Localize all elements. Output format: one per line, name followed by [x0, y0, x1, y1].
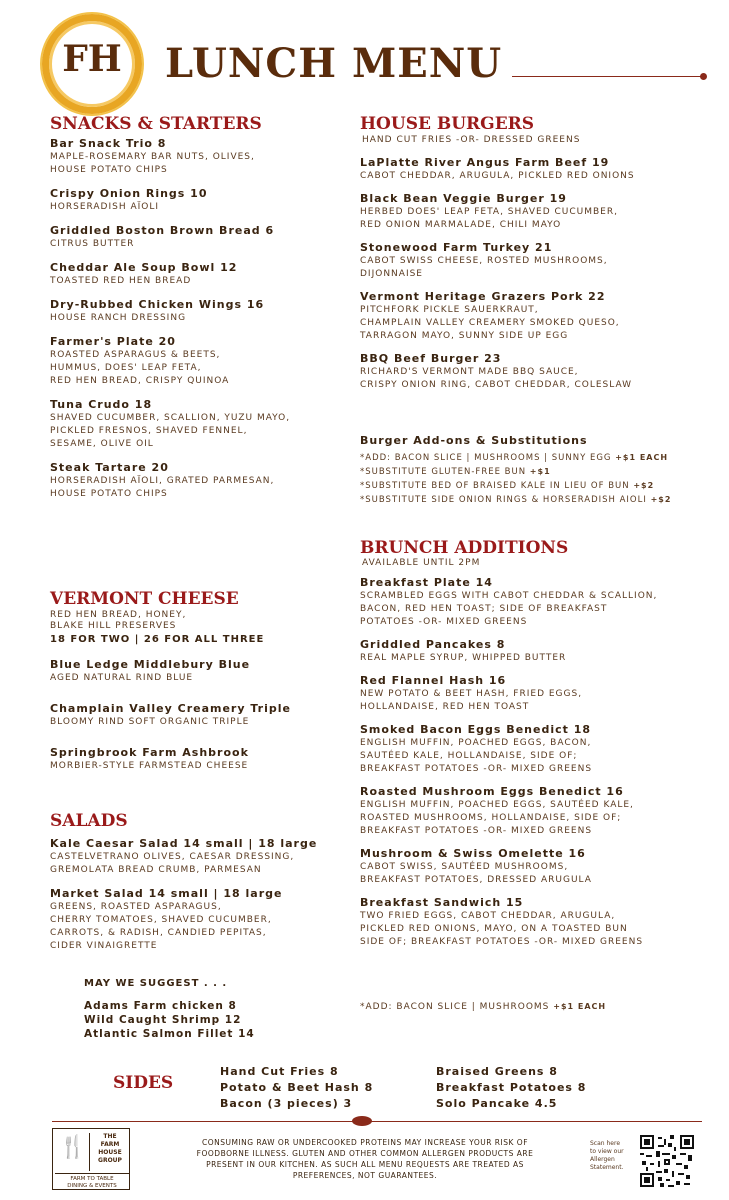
menu-item-desc: SIDE OF; BREAKFAST POTATOES -OR- MIXED GREENS — [360, 937, 644, 947]
brand-tag-line: FARM TO TABLE — [70, 1176, 114, 1182]
menu-item-desc: CITRUS BUTTER — [50, 239, 135, 249]
menu-item — [360, 896, 657, 949]
cheese-intro-2: BLAKE HILL PRESERVES — [50, 621, 177, 631]
footer-divider — [52, 1121, 702, 1122]
brand-line: GROUP — [98, 1157, 122, 1164]
addons-list — [360, 451, 671, 507]
brand-line: HOUSE — [98, 1149, 122, 1156]
menu-item-name: Stonewood Farm Turkey 21 — [360, 241, 553, 254]
addon-row — [360, 451, 671, 465]
divider-ornament — [352, 1116, 372, 1126]
menu-item-desc: RED HEN BREAD, CRISPY QUINOA — [50, 376, 230, 386]
suggest-title: MAY WE SUGGEST . . . — [84, 978, 228, 989]
menu-item-desc: AGED NATURAL RIND BLUE — [50, 673, 194, 683]
brunch-subtitle: AVAILABLE UNTIL 2PM — [362, 558, 481, 568]
title-rule-dot — [700, 73, 707, 80]
menu-item — [50, 702, 291, 729]
side-item: Potato & Beet Hash 8 — [220, 1081, 374, 1094]
menu-item-desc: SAUTÉED KALE, HOLLANDAISE, SIDE OF; — [360, 751, 578, 761]
cheese-intro-1: RED HEN BREAD, HONEY, — [50, 610, 187, 620]
section-title-brunch: BRUNCH ADDITIONS — [360, 538, 569, 558]
menu-item — [50, 398, 290, 451]
scan-text — [590, 1140, 624, 1172]
menu-item — [360, 352, 635, 392]
menu-item-name: Cheddar Ale Soup Bowl 12 — [50, 261, 238, 274]
suggest-item: Wild Caught Shrimp 12 — [84, 1014, 242, 1026]
menu-item-desc: HERBED DOES' LEAP FETA, SHAVED CUCUMBER, — [360, 207, 618, 217]
menu-item-desc: BREAKFAST POTATOES -OR- MIXED GREENS — [360, 826, 593, 836]
menu-item-desc: HORSERADISH AÏOLI — [50, 202, 160, 212]
menu-item-desc: BLOOMY RIND SOFT ORGANIC TRIPLE — [50, 717, 250, 727]
addon-price: +$1 EACH — [615, 453, 669, 462]
menu-item-desc: TOASTED RED HEN BREAD — [50, 276, 192, 286]
menu-item-desc: PICKLED FRESNOS, SHAVED FENNEL, — [50, 426, 248, 436]
menu-item — [50, 187, 290, 214]
menu-item-name: Kale Caesar Salad 14 small | 18 large — [50, 837, 318, 850]
addon-price: +$2 — [650, 495, 672, 504]
brand-logo — [52, 1128, 130, 1190]
sides-col-2 — [436, 1064, 586, 1112]
menu-item-desc: CIDER VINAIGRETTE — [50, 941, 158, 951]
addon-text: *SUBSTITUTE GLUTEN-FREE BUN — [360, 467, 530, 477]
side-item: Braised Greens 8 — [436, 1065, 558, 1078]
salads-list — [50, 837, 317, 963]
menu-item-desc: TARRAGON MAYO, SUNNY SIDE UP EGG — [360, 331, 569, 341]
brunch-addon-text: *ADD: BACON SLICE | MUSHROOMS — [360, 1002, 550, 1012]
side-item: Breakfast Potatoes 8 — [436, 1081, 587, 1094]
section-title-cheese: VERMONT CHEESE — [50, 589, 239, 609]
menu-item-desc: CABOT CHEDDAR, ARUGULA, PICKLED RED ONIONS — [360, 171, 635, 181]
brunch-addon — [360, 1000, 606, 1014]
menu-item-desc: ENGLISH MUFFIN, POACHED EGGS, SAUTÉED KALE, — [360, 800, 634, 810]
menu-item-desc: CASTELVETRANO OLIVES, CAESAR DRESSING, — [50, 852, 295, 862]
brand-name — [93, 1133, 127, 1165]
menu-item-desc: REAL MAPLE SYRUP, WHIPPED BUTTER — [360, 653, 567, 663]
brand-line: THE — [103, 1133, 117, 1140]
notice-line: CONSUMING RAW OR UNDERCOOKED PROTEINS MAY INCREASE YOUR RISK OF — [201, 1138, 529, 1147]
addon-text: *ADD: BACON SLICE | MUSHROOMS | SUNNY EGG — [360, 453, 616, 463]
cutlery-icon: 🍴 — [59, 1135, 87, 1160]
menu-item-desc: NEW POTATO & BEET HASH, FRIED EGGS, — [360, 689, 583, 699]
menu-item-name: Champlain Valley Creamery Triple — [50, 702, 291, 715]
menu-item-desc: ENGLISH MUFFIN, POACHED EGGS, BACON, — [360, 738, 592, 748]
menu-item-name: Griddled Boston Brown Bread 6 — [50, 224, 275, 237]
menu-item-desc: BREAKFAST POTATOES -OR- MIXED GREENS — [360, 764, 593, 774]
menu-item-desc: MORBIER-STYLE FARMSTEAD CHEESE — [50, 761, 249, 771]
section-title-sides: SIDES — [113, 1073, 174, 1093]
menu-item-name: BBQ Beef Burger 23 — [360, 352, 502, 365]
sides-col-1 — [220, 1064, 373, 1112]
menu-item-desc: MAPLE-ROSEMARY BAR NUTS, OLIVES, — [50, 152, 255, 162]
menu-item-name: Vermont Heritage Grazers Pork 22 — [360, 290, 606, 303]
section-title-burgers: HOUSE BURGERS — [360, 114, 535, 134]
side-item: Solo Pancake 4.5 — [436, 1097, 558, 1110]
menu-item — [360, 156, 635, 183]
addons-title: Burger Add-ons & Substitutions — [360, 434, 588, 447]
menu-item — [360, 638, 657, 665]
menu-item-name: Steak Tartare 20 — [50, 461, 169, 474]
allergen-notice — [160, 1137, 570, 1181]
menu-item-name: Crispy Onion Rings 10 — [50, 187, 208, 200]
menu-item-desc: BACON, RED HEN TOAST; SIDE OF BREAKFAST — [360, 604, 608, 614]
menu-item-desc: SHAVED CUCUMBER, SCALLION, YUZU MAYO, — [50, 413, 291, 423]
menu-item-desc: SCRAMBLED EGGS WITH CABOT CHEDDAR & SCALLION, — [360, 591, 658, 601]
notice-line: PREFERENCES, NOT GUARANTEES. — [292, 1171, 438, 1180]
menu-item — [360, 723, 657, 776]
notice-line: FOODBORNE ILLNESS. GLUTEN AND OTHER COMMON ALLERGEN PRODUCTS ARE — [196, 1149, 534, 1158]
scan-line: Allergen — [590, 1156, 615, 1163]
menu-item-desc: CABOT SWISS CHEESE, ROSTED MUSHROOMS, — [360, 256, 608, 266]
menu-item-name: Farmer's Plate 20 — [50, 335, 176, 348]
menu-item-desc: GREENS, ROASTED ASPARAGUS, — [50, 902, 222, 912]
menu-item — [360, 847, 657, 887]
menu-item — [360, 674, 657, 714]
menu-item-desc: HOUSE POTATO CHIPS — [50, 165, 168, 175]
menu-item-desc: RICHARD'S VERMONT MADE BBQ SAUCE, — [360, 367, 579, 377]
scan-line: Scan here — [590, 1140, 621, 1147]
menu-item-name: Black Bean Veggie Burger 19 — [360, 192, 567, 205]
title-rule — [512, 76, 702, 77]
menu-item-name: Red Flannel Hash 16 — [360, 674, 507, 687]
snacks-list — [50, 137, 290, 511]
menu-item-desc: SESAME, OLIVE OIL — [50, 439, 154, 449]
menu-item-name: Roasted Mushroom Eggs Benedict 16 — [360, 785, 624, 798]
section-title-salads: SALADS — [50, 811, 128, 831]
scan-line: to view our — [590, 1148, 624, 1155]
suggest-item: Atlantic Salmon Fillet 14 — [84, 1028, 255, 1040]
menu-item-desc: TWO FRIED EGGS, CABOT CHEDDAR, ARUGULA, — [360, 911, 616, 921]
addon-text: *SUBSTITUTE SIDE ONION RINGS & HORSERADISH AIOLI — [360, 495, 651, 505]
menu-item — [360, 241, 635, 281]
menu-item — [50, 461, 290, 501]
menu-item — [360, 192, 635, 232]
menu-item-name: Tuna Crudo 18 — [50, 398, 153, 411]
menu-item — [50, 261, 290, 288]
menu-item — [360, 785, 657, 838]
menu-item-desc: ROASTED ASPARAGUS & BEETS, — [50, 350, 221, 360]
menu-item-desc: CABOT SWISS, SAUTÉED MUSHROOMS, — [360, 862, 569, 872]
addon-row — [360, 493, 671, 507]
menu-item-name: LaPlatte River Angus Farm Beef 19 — [360, 156, 610, 169]
brunch-addon-price: +$1 EACH — [553, 1002, 607, 1011]
menu-item-desc: RED ONION MARMALADE, CHILI MAYO — [360, 220, 562, 230]
menu-item-desc: CHAMPLAIN VALLEY CREAMERY SMOKED QUESO, — [360, 318, 620, 328]
menu-item-name: Griddled Pancakes 8 — [360, 638, 506, 651]
menu-item-name: Bar Snack Trio 8 — [50, 137, 167, 150]
brunch-list — [360, 576, 657, 958]
menu-item-desc: POTATOES -OR- MIXED GREENS — [360, 617, 528, 627]
qr-code[interactable] — [640, 1135, 694, 1187]
menu-item-desc: CRISPY ONION RING, CABOT CHEDDAR, COLESLAW — [360, 380, 633, 390]
menu-item-name: Market Salad 14 small | 18 large — [50, 887, 283, 900]
burgers-subtitle: HAND CUT FRIES -OR- DRESSED GREENS — [362, 135, 581, 145]
menu-item-desc: PITCHFORK PICKLE SAUERKRAUT, — [360, 305, 539, 315]
menu-item-desc: HOLLANDAISE, RED HEN TOAST — [360, 702, 530, 712]
addon-row — [360, 479, 671, 493]
logo: FH — [62, 38, 122, 80]
suggest-item: Adams Farm chicken 8 — [84, 1000, 237, 1012]
brand-line: FARM — [100, 1141, 120, 1148]
menu-item-name: Springbrook Farm Ashbrook — [50, 746, 249, 759]
menu-item-desc: HUMMUS, DOES' LEAP FETA, — [50, 363, 202, 373]
menu-item-name: Blue Ledge Middlebury Blue — [50, 658, 251, 671]
menu-item — [50, 837, 317, 877]
notice-line: PRESENT IN OUR KITCHEN. AS SUCH ALL MENU REQUESTS ARE TREATED AS — [206, 1160, 524, 1169]
cheese-price: 18 FOR TWO | 26 FOR ALL THREE — [50, 634, 265, 645]
menu-item — [360, 576, 657, 629]
menu-item — [50, 224, 290, 251]
scan-line: Statement. — [590, 1164, 624, 1171]
menu-item-name: Breakfast Plate 14 — [360, 576, 493, 589]
brand-tagline — [55, 1173, 129, 1190]
page-title: LUNCH MENU — [165, 40, 503, 87]
menu-item-desc: HOUSE POTATO CHIPS — [50, 489, 168, 499]
menu-item — [50, 746, 291, 773]
brand-tag-line: DINING & EVENTS — [67, 1183, 117, 1189]
menu-item-desc: BREAKFAST POTATOES, DRESSED ARUGULA — [360, 875, 592, 885]
menu-item — [50, 887, 317, 953]
menu-item-name: Dry-Rubbed Chicken Wings 16 — [50, 298, 265, 311]
menu-item-desc: PICKLED RED ONIONS, MAYO, ON A TOASTED BUN — [360, 924, 628, 934]
menu-item-desc: ROASTED MUSHROOMS, HOLLANDAISE, SIDE OF; — [360, 813, 622, 823]
addon-price: +$1 — [529, 467, 551, 476]
cheese-list — [50, 658, 291, 790]
menu-item-desc: CHERRY TOMATOES, SHAVED CUCUMBER, — [50, 915, 272, 925]
menu-item-desc: HORSERADISH AÏOLI, GRATED PARMESAN, — [50, 476, 275, 486]
menu-item — [50, 658, 291, 685]
menu-item-desc: CARROTS, & RADISH, CANDIED PEPITAS, — [50, 928, 267, 938]
menu-item — [360, 290, 635, 343]
menu-item-desc: DIJONNAISE — [360, 269, 423, 279]
menu-item-name: Smoked Bacon Eggs Benedict 18 — [360, 723, 592, 736]
side-item: Bacon (3 pieces) 3 — [220, 1097, 353, 1110]
menu-item-desc: HOUSE RANCH DRESSING — [50, 313, 187, 323]
addon-price: +$2 — [633, 481, 655, 490]
menu-item-name: Mushroom & Swiss Omelette 16 — [360, 847, 586, 860]
addon-text: *SUBSTITUTE BED OF BRAISED KALE IN LIEU OF BUN — [360, 481, 634, 491]
menu-item — [50, 298, 290, 325]
menu-item-desc: GREMOLATA BREAD CRUMB, PARMESAN — [50, 865, 262, 875]
menu-item — [50, 137, 290, 177]
burgers-list — [360, 156, 635, 401]
section-title-snacks: SNACKS & STARTERS — [50, 114, 262, 134]
suggest-list — [84, 999, 255, 1041]
side-item: Hand Cut Fries 8 — [220, 1065, 339, 1078]
addon-row — [360, 465, 671, 479]
menu-item — [50, 335, 290, 388]
menu-item-name: Breakfast Sandwich 15 — [360, 896, 524, 909]
